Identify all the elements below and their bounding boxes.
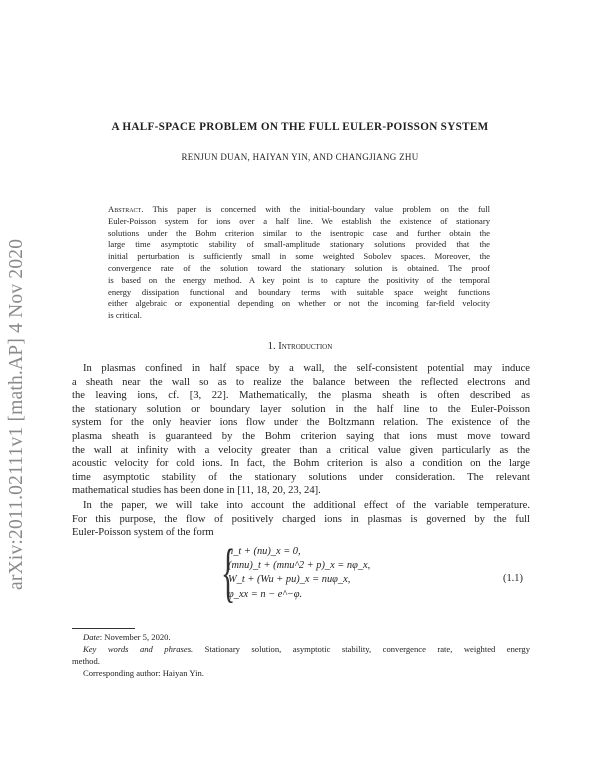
footnote-date — [72, 631, 530, 643]
section-heading — [0, 341, 600, 352]
paragraph-second — [72, 499, 530, 540]
text-line: time asymptotic stability of the stationary solutions under consideration. The relevant — [72, 471, 530, 483]
abstract-line: energy dissipation functional and boundary terms with suitable space weight functions — [108, 286, 490, 297]
abstract-line: initial perturbation is sufficiently small in some weighted Sobolev spaces. Moreover, the — [108, 251, 490, 262]
equation-line: (mnu)_t + (mnu^2 + p)_x = nφ_x, — [228, 560, 371, 572]
equation-line: φ_xx = n − e^−φ. — [228, 588, 303, 600]
section-title: Introduction — [278, 341, 333, 352]
text-line: the wall at infinity with a velocity greater than a critical value given particularly as the — [72, 444, 530, 456]
text-line: plasma sheath is guaranteed by the Bohm criterion saying that ions must move toward — [72, 430, 530, 442]
text-line: a sheath near the wall so as to realize the balance between the reflected electrons and — [72, 376, 530, 388]
abstract-line: large time asymptotic stability of small-amplitude stationary solutions provided that the — [108, 239, 490, 250]
section-number: 1. — [267, 341, 276, 352]
text-line: acoustic velocity for cold ions. In fact, the Bohm criterion is also a condition on the large — [72, 458, 530, 470]
keywords-label: Key words and phrases. — [83, 644, 194, 654]
date-value: : November 5, 2020. — [99, 632, 171, 642]
footnotes — [72, 631, 530, 679]
abstract-line: convergence rate of the solution toward the stationary solution is obtained. The proof — [108, 262, 490, 273]
arxiv-stamp: arXiv:2011.02111v1 [math.AP] 4 Nov 2020 — [6, 238, 27, 590]
footnote-rule — [72, 628, 135, 629]
abstract-line: Euler-Poisson system for ions over a half line. We establish the existence of stationary — [108, 215, 490, 226]
text-line: In plasmas confined in half space by a wall, the self-consistent potential may induce — [83, 363, 530, 374]
abstract-text: This paper is concerned with the initial-boundary value problem on the full — [152, 204, 490, 214]
text-line: Euler-Poisson system of the form — [72, 527, 214, 539]
text-line: system for the only heavier ions flow under the Boltzmann relation. The existence of the — [72, 417, 530, 429]
equation-number: (1.1) — [503, 573, 523, 584]
paragraph-intro — [72, 362, 530, 498]
text-line: For this purpose, the flow of positively charged ions in plasmas is governed by the full — [72, 513, 530, 525]
equation-system — [228, 545, 370, 602]
text-line: In the paper, we will take into account the additional effect of the variable temperature. — [83, 500, 530, 511]
footnote-keywords-cont: method. — [72, 656, 100, 666]
footnote-keywords — [72, 643, 530, 655]
equation-line: W_t + (Wu + pu)_x = nuφ_x, — [228, 574, 351, 586]
equation-brace: { — [221, 536, 236, 609]
abstract-line: either algebraic or exponential depending on whether or not the incoming far-field velocity — [108, 298, 490, 309]
date-label: Date — [83, 632, 100, 642]
abstract-line — [108, 204, 490, 216]
authors: RENJUN DUAN, HAIYAN YIN, AND CHANGJIANG ZHU — [181, 152, 419, 162]
text-line: the leaving ions, cf. [3, 22]. Mathematically, the plasma sheath is often described as — [72, 390, 530, 402]
footnote-corresponding: Corresponding author: Haiyan Yin. — [83, 668, 204, 678]
abstract-line: is based on the energy method. A key point is to capture the positivity of the temporal — [108, 274, 490, 285]
abstract-line: solutions under the Bohm criterion similar to the isentropic case and further obtain the — [108, 227, 490, 238]
paper-title: A HALF-SPACE PROBLEM ON THE FULL EULER-POISSON SYSTEM — [111, 121, 489, 133]
text-line: the stationary solution or boundary layer solution in the half line to the Euler-Poisson — [72, 403, 530, 415]
abstract-label: Abstract. — [108, 204, 144, 214]
text-line: mathematical studies has been done in [11, 18, 20, 23, 24]. — [72, 485, 321, 497]
equation-line: n_t + (nu)_x = 0, — [228, 546, 301, 557]
keywords-text: Stationary solution, asymptotic stability, convergence rate, weighted energy — [204, 644, 530, 654]
abstract — [108, 204, 490, 322]
abstract-line: is critical. — [108, 310, 142, 321]
